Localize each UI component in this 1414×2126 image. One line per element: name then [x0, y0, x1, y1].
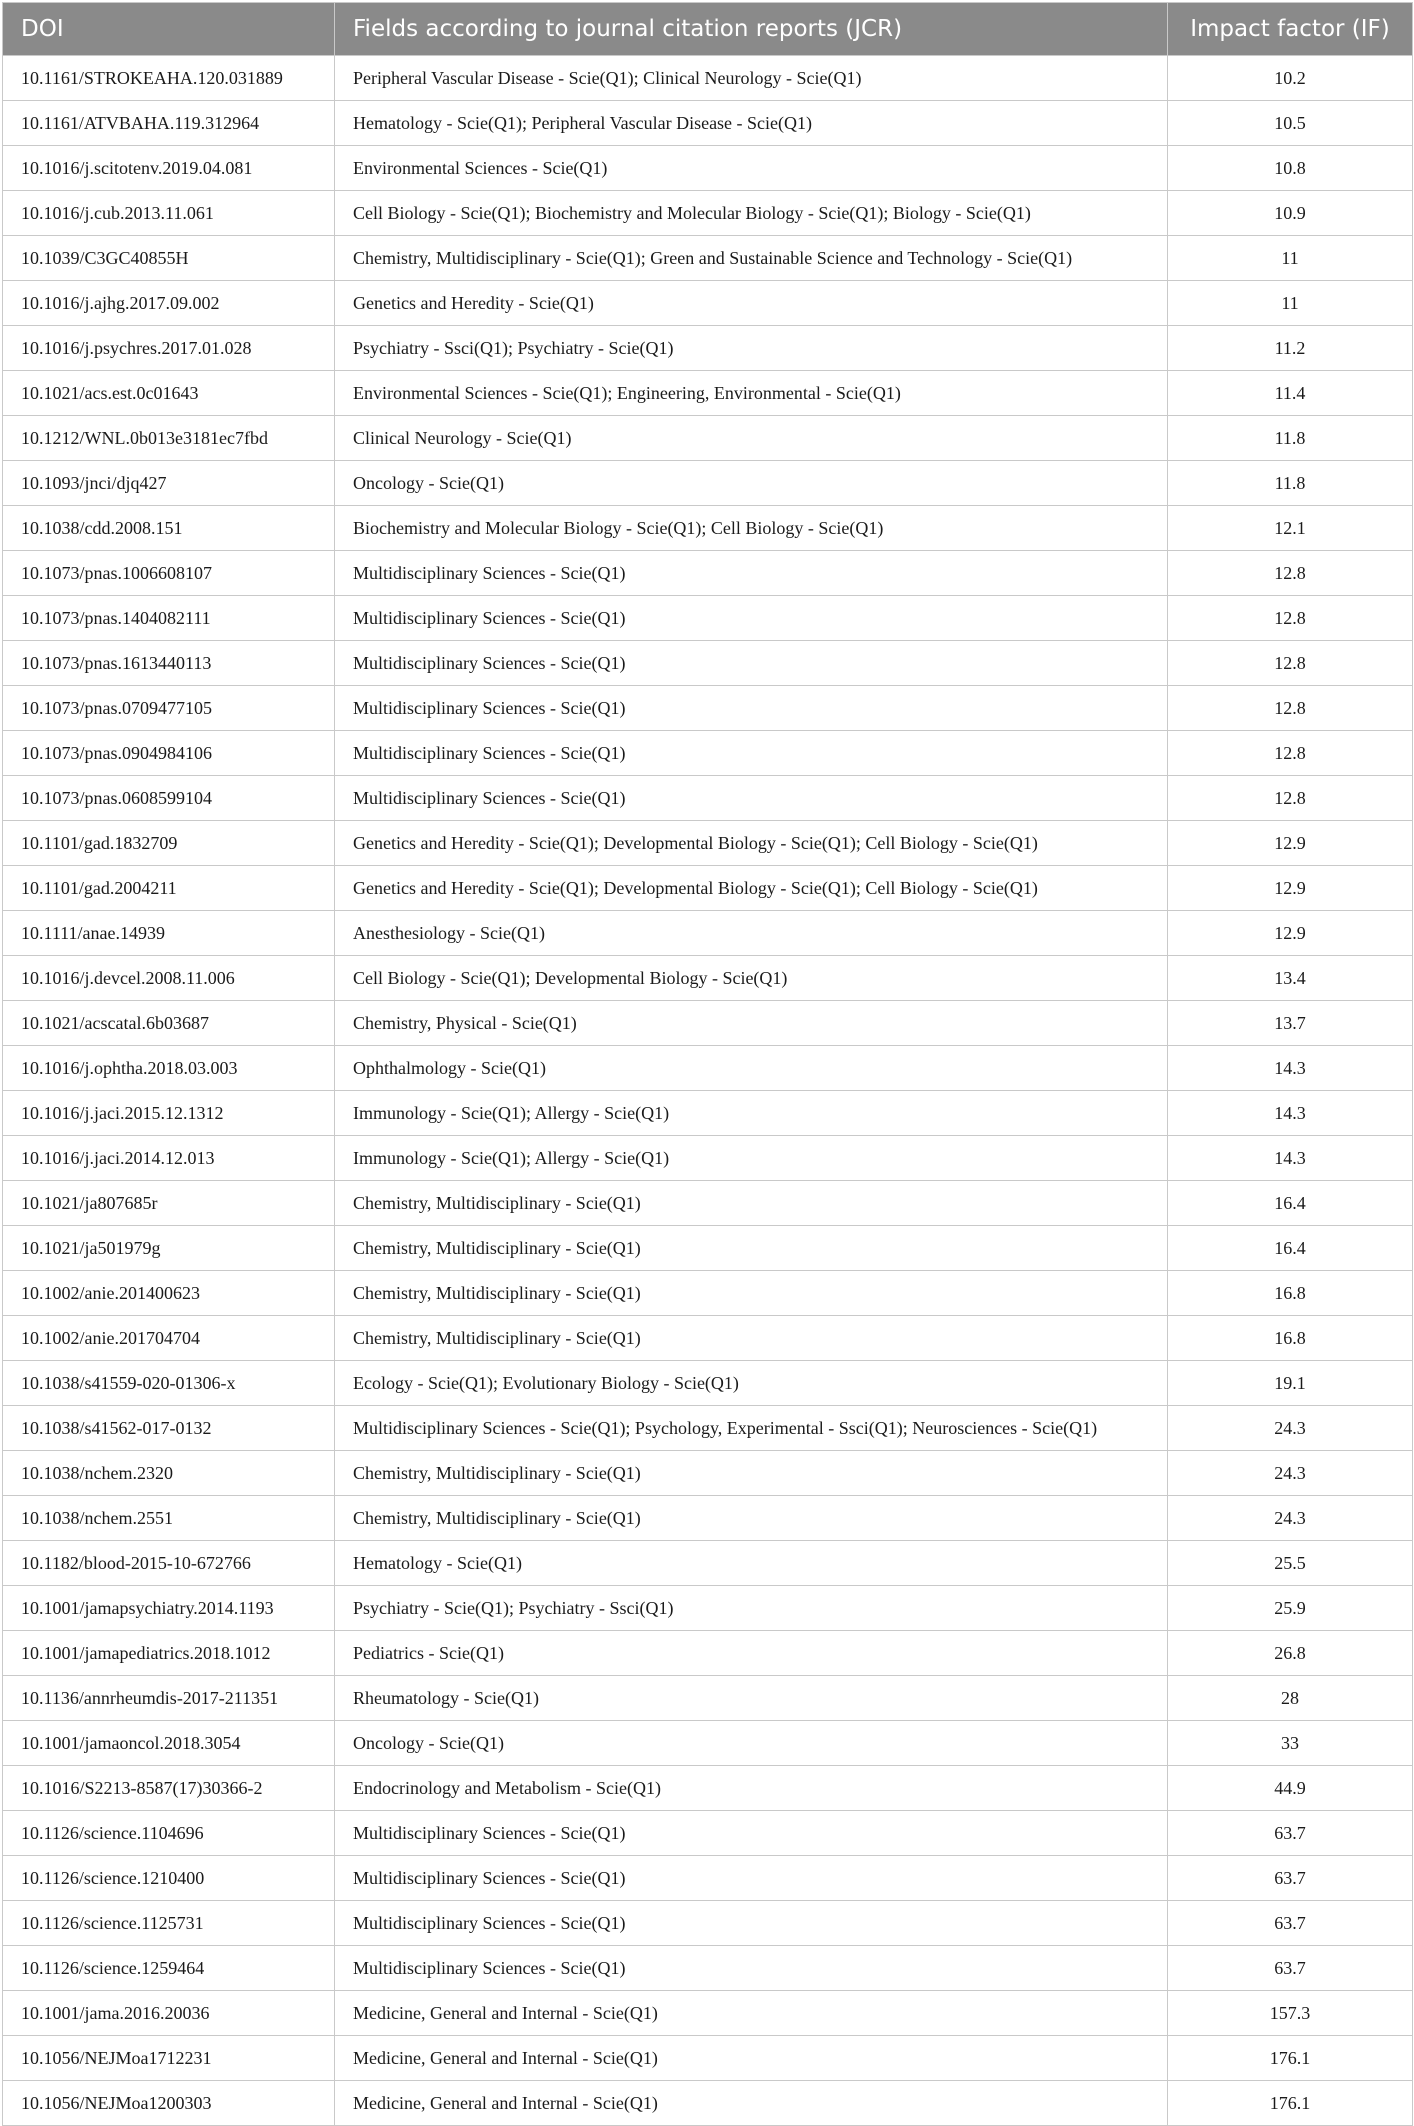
table-row	[3, 1316, 1413, 1361]
impact-factor-cell: 63.7	[1168, 1811, 1413, 1856]
doi-cell: 10.1101/gad.1832709	[3, 821, 335, 866]
fields-cell: Multidisciplinary Sciences - Scie(Q1)	[335, 731, 1168, 776]
fields-cell: Immunology - Scie(Q1); Allergy - Scie(Q1)	[335, 1091, 1168, 1136]
fields-cell: Multidisciplinary Sciences - Scie(Q1); Psychology, Experimental - Ssci(Q1); Neurosciences - Scie(Q1)	[335, 1406, 1168, 1451]
impact-factor-cell: 12.8	[1168, 686, 1413, 731]
fields-cell: Medicine, General and Internal - Scie(Q1)	[335, 2081, 1168, 2126]
impact-factor-cell: 63.7	[1168, 1901, 1413, 1946]
fields-cell: Medicine, General and Internal - Scie(Q1)	[335, 1991, 1168, 2036]
doi-cell: 10.1073/pnas.1006608107	[3, 551, 335, 596]
doi-cell: 10.1016/S2213-8587(17)30366-2	[3, 1766, 335, 1811]
table-row	[3, 1271, 1413, 1316]
table-row	[3, 1946, 1413, 1991]
fields-cell: Genetics and Heredity - Scie(Q1); Developmental Biology - Scie(Q1); Cell Biology - Scie(Q1)	[335, 821, 1168, 866]
impact-factor-cell: 63.7	[1168, 1856, 1413, 1901]
fields-cell: Psychiatry - Scie(Q1); Psychiatry - Ssci(Q1)	[335, 1586, 1168, 1631]
table-row	[3, 281, 1413, 326]
impact-factor-cell: 13.7	[1168, 1001, 1413, 1046]
fields-cell: Cell Biology - Scie(Q1); Developmental Biology - Scie(Q1)	[335, 956, 1168, 1001]
header-fields: Fields according to journal citation reports (JCR)	[335, 3, 1168, 56]
impact-factor-cell: 11.4	[1168, 371, 1413, 416]
doi-cell: 10.1016/j.ajhg.2017.09.002	[3, 281, 335, 326]
table-row	[3, 56, 1413, 101]
doi-cell: 10.1002/anie.201704704	[3, 1316, 335, 1361]
fields-cell: Multidisciplinary Sciences - Scie(Q1)	[335, 641, 1168, 686]
fields-cell: Oncology - Scie(Q1)	[335, 1721, 1168, 1766]
fields-cell: Multidisciplinary Sciences - Scie(Q1)	[335, 1901, 1168, 1946]
doi-cell: 10.1073/pnas.0608599104	[3, 776, 335, 821]
impact-factor-cell: 24.3	[1168, 1496, 1413, 1541]
table-row	[3, 236, 1413, 281]
table-row	[3, 101, 1413, 146]
fields-cell: Environmental Sciences - Scie(Q1); Engineering, Environmental - Scie(Q1)	[335, 371, 1168, 416]
impact-factor-cell: 176.1	[1168, 2036, 1413, 2081]
table-row	[3, 911, 1413, 956]
table-row	[3, 371, 1413, 416]
impact-factor-cell: 12.8	[1168, 596, 1413, 641]
table-row	[3, 776, 1413, 821]
impact-factor-cell: 16.4	[1168, 1226, 1413, 1271]
table-row	[3, 1451, 1413, 1496]
impact-factor-cell: 12.9	[1168, 911, 1413, 956]
doi-cell: 10.1021/ja501979g	[3, 1226, 335, 1271]
impact-factor-cell: 12.8	[1168, 551, 1413, 596]
table-row	[3, 1091, 1413, 1136]
doi-cell: 10.1212/WNL.0b013e3181ec7fbd	[3, 416, 335, 461]
table-row	[3, 1631, 1413, 1676]
fields-cell: Hematology - Scie(Q1); Peripheral Vascular Disease - Scie(Q1)	[335, 101, 1168, 146]
doi-cell: 10.1038/nchem.2551	[3, 1496, 335, 1541]
doi-cell: 10.1056/NEJMoa1712231	[3, 2036, 335, 2081]
table-row	[3, 1181, 1413, 1226]
fields-cell: Chemistry, Multidisciplinary - Scie(Q1)	[335, 1451, 1168, 1496]
fields-cell: Medicine, General and Internal - Scie(Q1)	[335, 2036, 1168, 2081]
table-row	[3, 416, 1413, 461]
doi-cell: 10.1038/nchem.2320	[3, 1451, 335, 1496]
impact-factor-cell: 11	[1168, 281, 1413, 326]
impact-factor-cell: 14.3	[1168, 1136, 1413, 1181]
fields-cell: Anesthesiology - Scie(Q1)	[335, 911, 1168, 956]
table-row	[3, 1856, 1413, 1901]
doi-cell: 10.1016/j.psychres.2017.01.028	[3, 326, 335, 371]
impact-factor-cell: 19.1	[1168, 1361, 1413, 1406]
table-row	[3, 146, 1413, 191]
doi-cell: 10.1016/j.scitotenv.2019.04.081	[3, 146, 335, 191]
doi-cell: 10.1073/pnas.1404082111	[3, 596, 335, 641]
table-row	[3, 641, 1413, 686]
doi-cell: 10.1038/cdd.2008.151	[3, 506, 335, 551]
table-row	[3, 326, 1413, 371]
doi-cell: 10.1182/blood-2015-10-672766	[3, 1541, 335, 1586]
fields-cell: Psychiatry - Ssci(Q1); Psychiatry - Scie(Q1)	[335, 326, 1168, 371]
doi-cell: 10.1016/j.ophtha.2018.03.003	[3, 1046, 335, 1091]
table-row	[3, 1496, 1413, 1541]
impact-factor-cell: 10.9	[1168, 191, 1413, 236]
table-row	[3, 821, 1413, 866]
impact-factor-cell: 12.8	[1168, 641, 1413, 686]
fields-cell: Chemistry, Multidisciplinary - Scie(Q1)	[335, 1496, 1168, 1541]
doi-cell: 10.1161/STROKEAHA.120.031889	[3, 56, 335, 101]
doi-cell: 10.1161/ATVBAHA.119.312964	[3, 101, 335, 146]
impact-factor-cell: 25.9	[1168, 1586, 1413, 1631]
impact-factor-cell: 16.8	[1168, 1271, 1413, 1316]
fields-cell: Chemistry, Multidisciplinary - Scie(Q1); Green and Sustainable Science and Technology - Scie(Q1)	[335, 236, 1168, 281]
doi-cell: 10.1038/s41559-020-01306-x	[3, 1361, 335, 1406]
fields-cell: Immunology - Scie(Q1); Allergy - Scie(Q1)	[335, 1136, 1168, 1181]
impact-factor-cell: 11.8	[1168, 416, 1413, 461]
fields-cell: Clinical Neurology - Scie(Q1)	[335, 416, 1168, 461]
table-row	[3, 1991, 1413, 2036]
doi-cell: 10.1111/anae.14939	[3, 911, 335, 956]
table-row	[3, 1001, 1413, 1046]
doi-cell: 10.1038/s41562-017-0132	[3, 1406, 335, 1451]
table-row	[3, 2081, 1413, 2126]
impact-factor-cell: 176.1	[1168, 2081, 1413, 2126]
impact-factor-cell: 11.2	[1168, 326, 1413, 371]
fields-cell: Endocrinology and Metabolism - Scie(Q1)	[335, 1766, 1168, 1811]
impact-factor-cell: 11.8	[1168, 461, 1413, 506]
table-row	[3, 1406, 1413, 1451]
table-row	[3, 1901, 1413, 1946]
impact-factor-cell: 12.8	[1168, 731, 1413, 776]
doi-cell: 10.1039/C3GC40855H	[3, 236, 335, 281]
doi-cell: 10.1056/NEJMoa1200303	[3, 2081, 335, 2126]
fields-cell: Genetics and Heredity - Scie(Q1)	[335, 281, 1168, 326]
table-row	[3, 1811, 1413, 1856]
doi-cell: 10.1001/jamapsychiatry.2014.1193	[3, 1586, 335, 1631]
table-row	[3, 506, 1413, 551]
impact-factor-cell: 157.3	[1168, 1991, 1413, 2036]
fields-cell: Multidisciplinary Sciences - Scie(Q1)	[335, 596, 1168, 641]
fields-cell: Chemistry, Multidisciplinary - Scie(Q1)	[335, 1226, 1168, 1271]
table-row	[3, 1136, 1413, 1181]
fields-cell: Multidisciplinary Sciences - Scie(Q1)	[335, 1811, 1168, 1856]
impact-factor-cell: 12.1	[1168, 506, 1413, 551]
fields-cell: Chemistry, Multidisciplinary - Scie(Q1)	[335, 1181, 1168, 1226]
doi-cell: 10.1073/pnas.0709477105	[3, 686, 335, 731]
table-row	[3, 1541, 1413, 1586]
doi-cell: 10.1073/pnas.1613440113	[3, 641, 335, 686]
doi-cell: 10.1016/j.jaci.2014.12.013	[3, 1136, 335, 1181]
fields-cell: Ophthalmology - Scie(Q1)	[335, 1046, 1168, 1091]
impact-factor-cell: 10.5	[1168, 101, 1413, 146]
fields-cell: Multidisciplinary Sciences - Scie(Q1)	[335, 686, 1168, 731]
header-impact-factor: Impact factor (IF)	[1168, 3, 1413, 56]
table-row	[3, 551, 1413, 596]
doi-cell: 10.1101/gad.2004211	[3, 866, 335, 911]
fields-cell: Chemistry, Multidisciplinary - Scie(Q1)	[335, 1271, 1168, 1316]
table-row	[3, 1676, 1413, 1721]
doi-cell: 10.1021/acscatal.6b03687	[3, 1001, 335, 1046]
doi-cell: 10.1001/jamapediatrics.2018.1012	[3, 1631, 335, 1676]
doi-cell: 10.1136/annrheumdis-2017-211351	[3, 1676, 335, 1721]
fields-cell: Chemistry, Multidisciplinary - Scie(Q1)	[335, 1316, 1168, 1361]
table-row	[3, 686, 1413, 731]
fields-cell: Multidisciplinary Sciences - Scie(Q1)	[335, 1856, 1168, 1901]
impact-factor-cell: 63.7	[1168, 1946, 1413, 1991]
doi-cell: 10.1093/jnci/djq427	[3, 461, 335, 506]
table-row	[3, 1766, 1413, 1811]
doi-cell: 10.1001/jama.2016.20036	[3, 1991, 335, 2036]
impact-factor-cell: 16.8	[1168, 1316, 1413, 1361]
table-row	[3, 731, 1413, 776]
impact-factor-cell: 28	[1168, 1676, 1413, 1721]
table-row	[3, 596, 1413, 641]
impact-factor-cell: 26.8	[1168, 1631, 1413, 1676]
table-row	[3, 1361, 1413, 1406]
doi-cell: 10.1001/jamaoncol.2018.3054	[3, 1721, 335, 1766]
table-row	[3, 1586, 1413, 1631]
doi-cell: 10.1126/science.1125731	[3, 1901, 335, 1946]
fields-cell: Peripheral Vascular Disease - Scie(Q1); Clinical Neurology - Scie(Q1)	[335, 56, 1168, 101]
doi-cell: 10.1016/j.devcel.2008.11.006	[3, 956, 335, 1001]
table-row	[3, 191, 1413, 236]
table-row	[3, 461, 1413, 506]
table-row	[3, 1046, 1413, 1091]
impact-factor-cell: 16.4	[1168, 1181, 1413, 1226]
header-row	[3, 3, 1413, 56]
impact-factor-cell: 25.5	[1168, 1541, 1413, 1586]
impact-factor-cell: 10.8	[1168, 146, 1413, 191]
fields-cell: Multidisciplinary Sciences - Scie(Q1)	[335, 551, 1168, 596]
fields-cell: Oncology - Scie(Q1)	[335, 461, 1168, 506]
doi-cell: 10.1021/acs.est.0c01643	[3, 371, 335, 416]
fields-cell: Rheumatology - Scie(Q1)	[335, 1676, 1168, 1721]
impact-factor-cell: 12.8	[1168, 776, 1413, 821]
doi-cell: 10.1126/science.1259464	[3, 1946, 335, 1991]
fields-cell: Chemistry, Physical - Scie(Q1)	[335, 1001, 1168, 1046]
table-row	[3, 2036, 1413, 2081]
doi-impact-table	[2, 2, 1413, 2126]
fields-cell: Pediatrics - Scie(Q1)	[335, 1631, 1168, 1676]
impact-factor-cell: 12.9	[1168, 866, 1413, 911]
table-row	[3, 1721, 1413, 1766]
impact-factor-cell: 10.2	[1168, 56, 1413, 101]
fields-cell: Multidisciplinary Sciences - Scie(Q1)	[335, 1946, 1168, 1991]
fields-cell: Environmental Sciences - Scie(Q1)	[335, 146, 1168, 191]
doi-cell: 10.1016/j.jaci.2015.12.1312	[3, 1091, 335, 1136]
impact-factor-cell: 14.3	[1168, 1091, 1413, 1136]
fields-cell: Genetics and Heredity - Scie(Q1); Developmental Biology - Scie(Q1); Cell Biology - Scie(Q1)	[335, 866, 1168, 911]
impact-factor-cell: 33	[1168, 1721, 1413, 1766]
impact-factor-cell: 24.3	[1168, 1451, 1413, 1496]
table-row	[3, 1226, 1413, 1271]
impact-factor-cell: 12.9	[1168, 821, 1413, 866]
fields-cell: Hematology - Scie(Q1)	[335, 1541, 1168, 1586]
doi-cell: 10.1126/science.1210400	[3, 1856, 335, 1901]
doi-cell: 10.1002/anie.201400623	[3, 1271, 335, 1316]
impact-factor-cell: 24.3	[1168, 1406, 1413, 1451]
impact-factor-cell: 13.4	[1168, 956, 1413, 1001]
doi-cell: 10.1021/ja807685r	[3, 1181, 335, 1226]
impact-factor-cell: 11	[1168, 236, 1413, 281]
table-body	[3, 56, 1413, 2126]
table-row	[3, 866, 1413, 911]
fields-cell: Ecology - Scie(Q1); Evolutionary Biology - Scie(Q1)	[335, 1361, 1168, 1406]
doi-cell: 10.1126/science.1104696	[3, 1811, 335, 1856]
header-doi: DOI	[3, 3, 335, 56]
doi-cell: 10.1016/j.cub.2013.11.061	[3, 191, 335, 236]
fields-cell: Cell Biology - Scie(Q1); Biochemistry and Molecular Biology - Scie(Q1); Biology - Scie(Q1)	[335, 191, 1168, 236]
fields-cell: Multidisciplinary Sciences - Scie(Q1)	[335, 776, 1168, 821]
table-row	[3, 956, 1413, 1001]
impact-factor-cell: 14.3	[1168, 1046, 1413, 1091]
doi-cell: 10.1073/pnas.0904984106	[3, 731, 335, 776]
fields-cell: Biochemistry and Molecular Biology - Scie(Q1); Cell Biology - Scie(Q1)	[335, 506, 1168, 551]
impact-factor-cell: 44.9	[1168, 1766, 1413, 1811]
